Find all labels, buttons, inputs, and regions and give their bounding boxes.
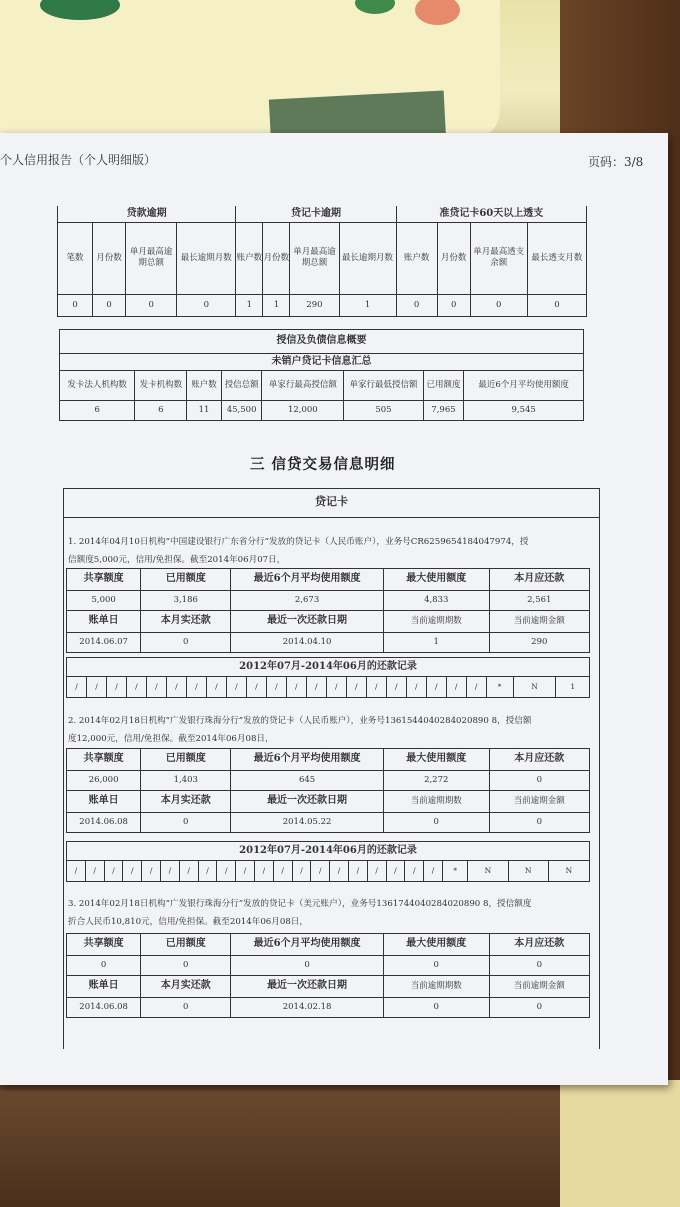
record-cell: /: [67, 861, 86, 882]
col-header: 发卡法人机构数: [60, 371, 135, 401]
field-label: 最近一次还款日期: [231, 791, 384, 813]
field-label: 本月应还款: [489, 569, 589, 591]
card-description: [68, 533, 528, 569]
cell-value: 0: [527, 294, 586, 316]
record-cell: /: [166, 677, 186, 698]
cell-value: 6: [135, 401, 187, 421]
record-cell: /: [286, 677, 306, 698]
field-value: 290: [489, 633, 589, 653]
section-title: 三 信贷交易信息明细: [250, 456, 396, 473]
cell-value: 1: [263, 294, 290, 316]
field-label: 最近6个月平均使用额度: [231, 749, 384, 771]
col-header: 月份数: [437, 222, 470, 294]
col-header: 笔数: [58, 222, 93, 294]
col-header: 最长逾期月数: [177, 222, 236, 294]
record-cell: N: [548, 861, 589, 882]
record-cell: /: [86, 677, 106, 698]
cell-value: 9,545: [464, 401, 584, 421]
field-value: 2014.06.08: [67, 998, 141, 1018]
record-cell: /: [85, 861, 104, 882]
summary-subtitle: 未销户贷记卡信息汇总: [60, 354, 584, 371]
overdue-table: [57, 206, 587, 317]
field-label: 本月应还款: [489, 934, 589, 956]
field-value: 0: [141, 956, 231, 976]
field-value: 2014.04.10: [231, 633, 384, 653]
background-cloth: [560, 1080, 680, 1207]
field-label: 账单日: [67, 791, 141, 813]
desc-line: 信额度5,000元，信用/免担保。截至2014年06月07日，: [68, 555, 286, 565]
desc-line: 折合人民币10,810元，信用/免担保。截至2014年06月08日，: [68, 917, 308, 927]
record-cell: /: [217, 861, 236, 882]
record-cell: /: [226, 677, 246, 698]
card-section-title: 贷记卡: [63, 488, 600, 517]
field-label: 最近6个月平均使用额度: [231, 934, 384, 956]
group-header: 贷款逾期: [58, 206, 236, 222]
record-cell: /: [236, 861, 255, 882]
cell-value: 0: [396, 294, 437, 316]
record-cell: /: [186, 677, 206, 698]
col-header: 最近6个月平均使用额度: [464, 371, 584, 401]
cell-value: 0: [177, 294, 236, 316]
field-label: 本月实还款: [141, 611, 231, 633]
cell-value: 505: [344, 401, 423, 421]
card-table: [66, 933, 590, 1018]
field-label: 账单日: [67, 976, 141, 998]
record-cell: /: [160, 861, 179, 882]
field-label: 最大使用额度: [383, 749, 489, 771]
cell-value: 0: [470, 294, 527, 316]
col-header: 账户数: [396, 222, 437, 294]
col-header: 单月最高逾期总额: [290, 222, 339, 294]
cell-value: 1: [236, 294, 263, 316]
field-label: 最近一次还款日期: [231, 976, 384, 998]
field-value: 0: [383, 813, 489, 833]
cell-value: 0: [93, 294, 126, 316]
field-value: 0: [141, 998, 231, 1018]
cell-value: 1: [339, 294, 396, 316]
record-cell: /: [426, 677, 446, 698]
desc-line: 3. 2014年02月18日机构“广发银行珠海分行”发放的贷记卡（美元账户），业务号1361744040284020890 8，授信额度: [68, 899, 532, 909]
record-cell: /: [106, 677, 126, 698]
record-cell: /: [104, 861, 123, 882]
field-value: 1,403: [141, 771, 231, 791]
record-cell: /: [348, 861, 367, 882]
record-cell: /: [346, 677, 366, 698]
report-title: 个人信用报告（个人明细版）: [0, 153, 157, 167]
field-value: 2,561: [489, 591, 589, 611]
field-label: 最大使用额度: [383, 569, 489, 591]
field-label: 共享额度: [67, 569, 141, 591]
field-value: 0: [383, 956, 489, 976]
col-header: 最长透支月数: [527, 222, 586, 294]
cell-value: 0: [126, 294, 177, 316]
field-label: 当前逾期金额: [489, 791, 589, 813]
col-header: 账户数: [187, 371, 221, 401]
record-cell: /: [424, 861, 443, 882]
card-table: [66, 748, 590, 833]
field-value: 2014.06.08: [67, 813, 141, 833]
record-cell: /: [311, 861, 330, 882]
col-header: 月份数: [263, 222, 290, 294]
field-label: 最近一次还款日期: [231, 611, 384, 633]
field-label: 已用额度: [141, 749, 231, 771]
record-cell: /: [67, 677, 87, 698]
record-cell: /: [123, 861, 142, 882]
field-value: 0: [489, 998, 589, 1018]
field-value: 5,000: [67, 591, 141, 611]
record-cell: /: [326, 677, 346, 698]
field-label: 共享额度: [67, 934, 141, 956]
field-label: 账单日: [67, 611, 141, 633]
field-label: 已用额度: [141, 934, 231, 956]
field-value: 2014.02.18: [231, 998, 384, 1018]
field-value: 0: [141, 633, 231, 653]
card-table: [66, 568, 590, 653]
record-title: 2012年07月-2014年06月的还款记录: [67, 658, 590, 677]
record-title: 2012年07月-2014年06月的还款记录: [67, 842, 590, 861]
field-value: 3,186: [141, 591, 231, 611]
record-cell: *: [486, 677, 513, 698]
record-cell: N: [508, 861, 548, 882]
cell-value: 12,000: [262, 401, 344, 421]
field-label: 本月应还款: [489, 749, 589, 771]
card-description: [68, 712, 531, 748]
credit-summary-table: [59, 329, 584, 421]
desc-line: 度12,000元，信用/免担保。截至2014年06月08日，: [68, 734, 274, 744]
record-cell: /: [306, 677, 326, 698]
col-header: 单家行最高授信额: [262, 371, 344, 401]
record-cell: N: [468, 861, 508, 882]
field-label: 已用额度: [141, 569, 231, 591]
record-cell: /: [206, 677, 226, 698]
field-value: 4,833: [383, 591, 489, 611]
field-value: 0: [489, 813, 589, 833]
record-cell: /: [446, 677, 466, 698]
cell-value: 0: [58, 294, 93, 316]
card-description: [68, 895, 531, 931]
col-header: 单月最高透支余额: [470, 222, 527, 294]
field-value: 2,673: [231, 591, 384, 611]
record-cell: /: [406, 677, 426, 698]
record-cell: /: [466, 677, 486, 698]
desc-line: 1. 2014年04月10日机构“中国建设银行广东省分行”发放的贷记卡（人民币账户），业务号CR6259654184047974，授: [68, 537, 529, 547]
field-label: 当前逾期金额: [489, 611, 589, 633]
record-cell: /: [330, 861, 349, 882]
field-label: 本月实还款: [141, 791, 231, 813]
group-header: 准贷记卡60天以上透支: [396, 206, 586, 222]
field-label: 当前逾期期数: [383, 976, 489, 998]
field-value: 2014.06.07: [67, 633, 141, 653]
record-cell: /: [142, 861, 161, 882]
record-cell: /: [405, 861, 424, 882]
cell-value: 0: [437, 294, 470, 316]
cell-value: 290: [290, 294, 339, 316]
report-page: [0, 133, 668, 1085]
record-cell: /: [386, 677, 406, 698]
record-cell: /: [292, 861, 311, 882]
cell-value: 45,500: [221, 401, 262, 421]
field-value: 2014.05.22: [231, 813, 384, 833]
record-cell: /: [146, 677, 166, 698]
record-cell: /: [273, 861, 292, 882]
field-label: 本月实还款: [141, 976, 231, 998]
record-cell: /: [366, 677, 386, 698]
field-label: 当前逾期期数: [383, 611, 489, 633]
col-header: 已用额度: [423, 371, 464, 401]
record-cell: /: [198, 861, 217, 882]
cell-value: 11: [187, 401, 221, 421]
record-cell: /: [367, 861, 386, 882]
record-cell: /: [179, 861, 198, 882]
record-cell: 1: [556, 677, 590, 698]
desc-line: 2. 2014年02月18日机构“广发银行珠海分行”发放的贷记卡（人民币账户），业务号1361544040284020890 8，授信额: [68, 716, 532, 726]
col-header: 月份数: [93, 222, 126, 294]
col-header: 单月最高逾期总额: [126, 222, 177, 294]
card-section-header: [63, 488, 600, 518]
field-value: 2,272: [383, 771, 489, 791]
field-value: 0: [489, 771, 589, 791]
cell-value: 7,965: [423, 401, 464, 421]
field-value: 26,000: [67, 771, 141, 791]
group-header: 贷记卡逾期: [236, 206, 396, 222]
record-cell: /: [386, 861, 405, 882]
field-value: 0: [141, 813, 231, 833]
field-label: 最近6个月平均使用额度: [231, 569, 384, 591]
col-header: 账户数: [236, 222, 263, 294]
page-number: 页码：3/8: [588, 155, 644, 169]
record-cell: *: [442, 861, 467, 882]
record-cell: N: [513, 677, 556, 698]
summary-title: 授信及负债信息概要: [60, 330, 584, 354]
field-value: 0: [489, 956, 589, 976]
field-value: 0: [231, 956, 384, 976]
repayment-record: [66, 841, 590, 882]
col-header: 发卡机构数: [135, 371, 187, 401]
repayment-record: [66, 657, 590, 698]
cell-value: 6: [60, 401, 135, 421]
field-value: 645: [231, 771, 384, 791]
field-label: 最大使用额度: [383, 934, 489, 956]
field-label: 当前逾期金额: [489, 976, 589, 998]
record-cell: /: [266, 677, 286, 698]
col-header: 单家行最低授信额: [344, 371, 423, 401]
field-label: 共享额度: [67, 749, 141, 771]
field-value: 0: [67, 956, 141, 976]
col-header: 授信总额: [221, 371, 262, 401]
field-value: 1: [383, 633, 489, 653]
field-value: 0: [383, 998, 489, 1018]
record-cell: /: [254, 861, 273, 882]
field-label: 当前逾期期数: [383, 791, 489, 813]
record-cell: /: [246, 677, 266, 698]
record-cell: /: [126, 677, 146, 698]
col-header: 最长逾期月数: [339, 222, 396, 294]
